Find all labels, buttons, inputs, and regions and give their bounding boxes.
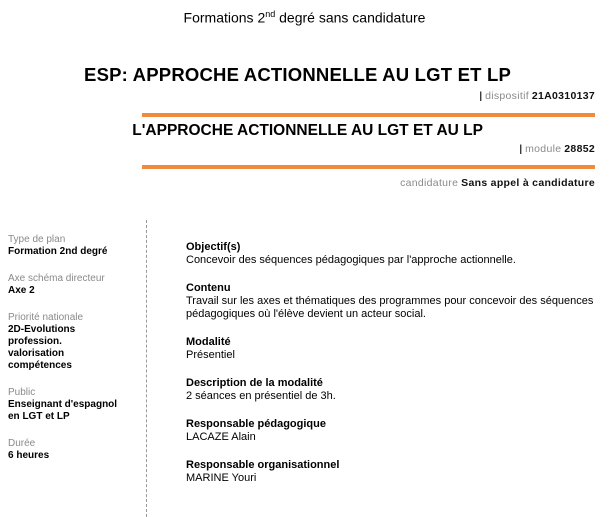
sidebar-label: Type de plan [8, 234, 66, 245]
section-responsable-pedagogique [186, 417, 596, 444]
sidebar-axe [8, 272, 138, 297]
vertical-divider [146, 220, 147, 517]
header-title-after: degré sans candidature [275, 9, 426, 26]
section-modalite [186, 335, 596, 362]
section-description-modalite [186, 376, 596, 403]
section-body: Présentiel [186, 349, 235, 361]
module-rule [142, 165, 595, 169]
meta-separator: | [479, 90, 486, 102]
page-header-title [0, 9, 609, 26]
sidebar-value: 6 heures [8, 450, 50, 461]
sidebar-label: Axe schéma directeur [8, 273, 105, 284]
section-title: Contenu [186, 282, 231, 294]
candidature-label: candidature [400, 177, 459, 189]
module-label: module [525, 143, 562, 155]
section-title: Responsable organisationnel [186, 459, 340, 471]
sidebar-duree [8, 437, 138, 462]
dispositif-label: dispositif [485, 90, 529, 102]
sidebar-type-plan [8, 233, 138, 258]
module-title: L'APPROCHE ACTIONNELLE AU LGT ET AU LP [132, 122, 483, 139]
module-code: 28852 [564, 143, 595, 155]
main-content [186, 240, 596, 499]
section-objectifs [186, 240, 596, 267]
candidature-meta [400, 177, 595, 189]
dispositif-rule [142, 113, 595, 117]
section-body: 2 séances en présentiel de 3h. [186, 390, 336, 402]
section-title: Description de la modalité [186, 377, 323, 389]
section-contenu [186, 281, 596, 321]
section-title: Responsable pédagogique [186, 418, 326, 430]
header-title-superscript: nd [265, 9, 276, 19]
section-body: MARINE Youri [186, 472, 257, 484]
dispositif-title: ESP: APPROCHE ACTIONNELLE AU LGT ET LP [84, 64, 511, 85]
section-body: Travail sur les axes et thématiques des programmes pour concevoir des séquences pédagogiques où l'élève devient un acteur social. [186, 295, 594, 320]
dispositif-meta [479, 90, 595, 102]
section-body: LACAZE Alain [186, 431, 256, 443]
candidature-value: Sans appel à candidature [461, 177, 595, 189]
section-body: Concevoir des séquences pédagogiques par l'approche actionnelle. [186, 254, 516, 266]
meta-separator: | [519, 143, 526, 155]
section-responsable-organisationnel [186, 458, 596, 485]
sidebar-priorite [8, 311, 138, 372]
section-title: Objectif(s) [186, 241, 241, 253]
sidebar-value: Enseignant d'espagnol en LGT et LP [8, 399, 118, 422]
sidebar-label: Public [8, 387, 36, 398]
sidebar-value: 2D-Evolutions profession. valorisation compétences [8, 324, 76, 371]
section-title: Modalité [186, 336, 231, 348]
sidebar-value: Axe 2 [8, 285, 35, 296]
dispositif-code: 21A0310137 [531, 90, 595, 102]
header-title-before: Formations 2 [183, 9, 266, 26]
sidebar-value: Formation 2nd degré [8, 246, 108, 257]
sidebar-label: Priorité nationale [8, 312, 84, 323]
module-meta [519, 143, 595, 155]
sidebar-public [8, 386, 138, 423]
sidebar-label: Durée [8, 438, 36, 449]
sidebar [8, 233, 138, 476]
